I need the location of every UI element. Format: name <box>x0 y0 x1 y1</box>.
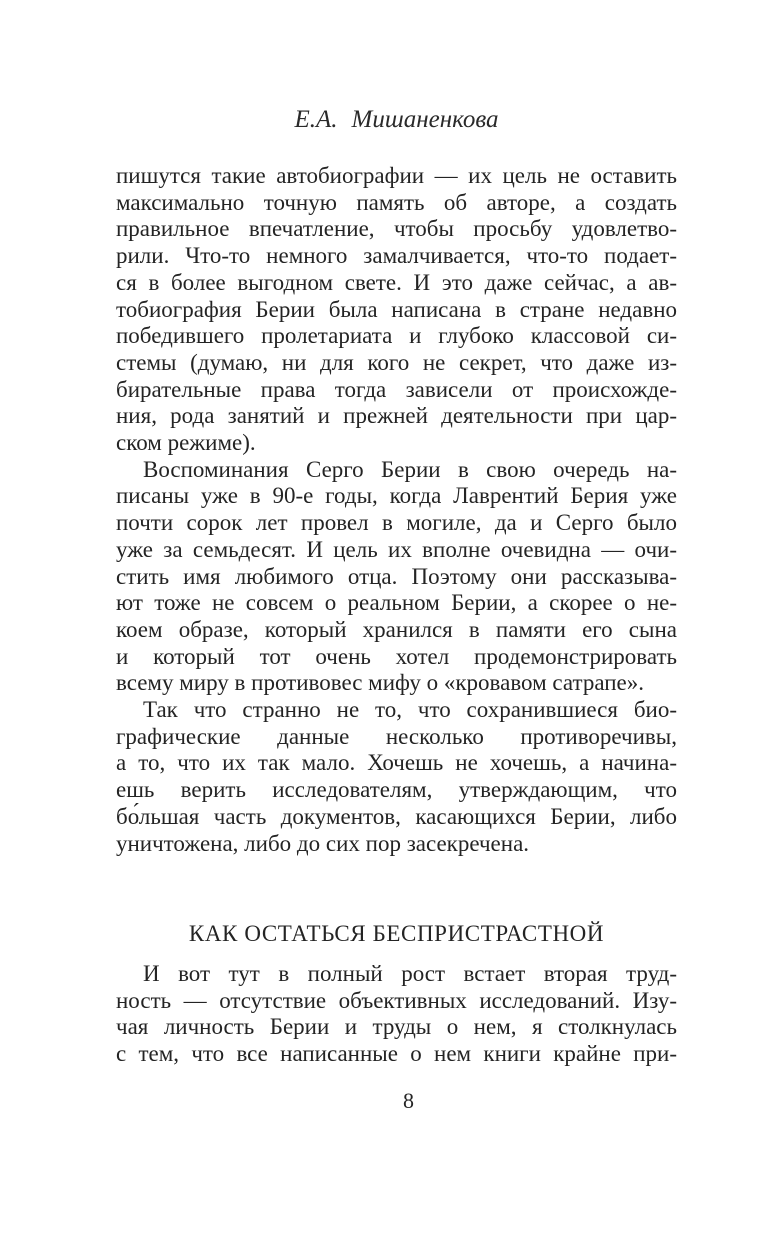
text-line: уничтожена, либо до сих пор засекречена. <box>116 830 530 856</box>
text-line: ют тоже не совсем о реальном Берии, а скорее о не- <box>116 590 677 616</box>
text-line: максимально точную память об авторе, а создать <box>116 189 677 215</box>
text-line: уже за семьдесят. И цель их вполне очевидна — очи- <box>116 536 677 562</box>
text-line: чая личность Берии и труды о нем, я столкнулась <box>116 1014 677 1040</box>
text-line: правильное впечатление, чтобы просьбу удовлетво- <box>116 216 677 242</box>
text-line: ском режиме). <box>116 430 256 456</box>
text-line: всему миру в противовес мифу о «кровавом сатрапе». <box>116 670 644 696</box>
text-line: Воспоминания Серго Берии в свою очередь на- <box>143 456 677 482</box>
text-line: а то, что их так мало. Хочешь не хочешь, а начина- <box>116 750 677 776</box>
section-heading: КАК ОСТАТЬСЯ БЕСПРИСТРАСТНОЙ <box>188 921 605 947</box>
text-line: бирательные права тогда зависели от происхожде- <box>116 376 677 402</box>
paragraph-4 <box>116 961 677 1068</box>
text-line: рили. Что-то немного замалчивается, что-то подает- <box>116 243 677 269</box>
text-line: ния, рода занятий и прежней деятельности при цар- <box>116 403 677 429</box>
text-line: пишутся такие автобиографии — их цель не оставить <box>116 163 677 188</box>
text-line: стить имя любимого отца. Поэтому они рассказыва- <box>116 563 677 589</box>
page-number: 8 <box>403 1088 414 1113</box>
text-line: победившего пролетариата и глубоко классовой си- <box>116 323 677 349</box>
paragraph-3 <box>116 697 677 857</box>
running-head <box>116 106 677 134</box>
text-line: тобиография Берии была написана в стране недавно <box>116 296 677 322</box>
paragraph-2 <box>116 457 677 697</box>
text-line: и который тот очень хотел продемонстрировать <box>116 643 677 669</box>
text-line: ность — отсутствие объективных исследований. Изу- <box>116 987 677 1013</box>
text-line: коем образе, который хранился в памяти его сына <box>116 616 677 642</box>
text-line: Так что странно не то, что сохранившиеся био- <box>143 697 677 723</box>
text-line: стемы (думаю, ни для кого не секрет, что даже из- <box>116 349 677 375</box>
paragraph-1 <box>116 163 677 457</box>
text-line: с тем, что все написанные о нем книги крайне при- <box>116 1041 677 1067</box>
text-block <box>116 163 677 1068</box>
text-line: бо́льшая часть документов, касающихся Берии, либо <box>116 803 677 829</box>
text-line: И вот тут в полный рост встает вторая труд- <box>143 960 677 986</box>
text-line: почти сорок лет провел в могиле, да и Серго было <box>116 510 677 536</box>
author-name: Мишаненкова <box>351 106 499 133</box>
text-line: ешь верить исследователям, утверждающим, что <box>116 777 677 803</box>
text-line: писаны уже в 90-е годы, когда Лаврентий Берия уже <box>116 483 677 509</box>
author-initials: Е.А. <box>294 106 338 133</box>
text-line: графические данные несколько противоречивы, <box>116 723 677 749</box>
text-line: ся в более выгодном свете. И это даже сейчас, а ав- <box>116 269 677 295</box>
